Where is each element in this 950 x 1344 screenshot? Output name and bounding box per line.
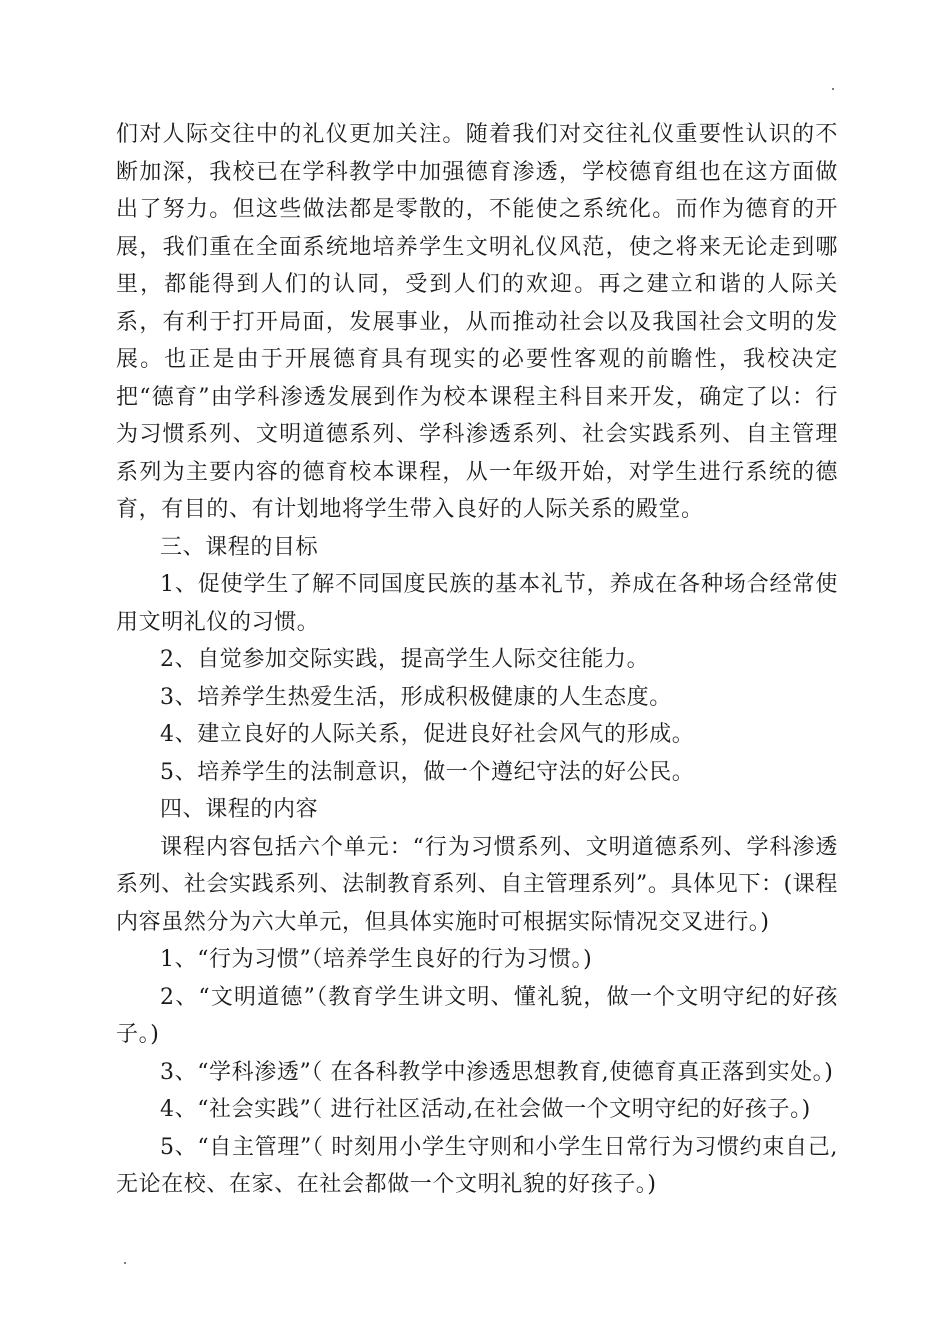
section-heading-goals: 三、课程的目标 — [160, 534, 319, 560]
content-item-4: 4、“社会实践”（ 进行社区活动,在社会做一个文明守纪的好孩子。) — [160, 1097, 811, 1122]
content-item-5: 5、“自主管理”（ 时刻用小学生守则和小学生日常行为习惯约束自己,无论在校、在家、在社会都做一个文明礼貌的好孩子。) — [116, 1134, 838, 1197]
document-body — [116, 116, 838, 1204]
goal-item-3: 3、培养学生热爱生活，形成积极健康的人生态度。 — [160, 684, 672, 710]
goal-item-2: 2、自觉参加交际实践，提高学生人际交往能力。 — [160, 647, 650, 672]
goal-item-1: 1、促使学生了解不同国度民族的基本礼节，养成在各种场合经常使用文明礼仪的习惯。 — [116, 572, 838, 635]
page-mark-dot — [124, 1262, 126, 1264]
content-intro-paragraph: 课程内容包括六个单元：“行为习惯系列、文明道德系列、学科渗透系列、社会实践系列、法制教育系列、自主管理系列”。具体见下：(课程内容虽然分为六大单元，但具体实施时可根据实际情况交叉进行。) — [116, 834, 838, 935]
goal-item-4: 4、建立良好的人际关系，促进良好社会风气的形成。 — [160, 722, 695, 747]
goal-item-5: 5、培养学生的法制意识，做一个遵纪守法的好公民。 — [160, 759, 695, 785]
body-paragraph: 们对人际交往中的礼仪更加关注。随着我们对交往礼仪重要性认识的不断加深，我校已在学科教学中加强德育渗透，学校德育组也在这方面做出了努力。但这些做法都是零散的，不能使之系统化。而作为德育的开展，我们重在全面系统地培养学生文明礼仪风范，使之将来无论走到哪里，都能得到人们的认同，受到人们的欢迎。再之建立和谐的人际关系，有利于打开局面，发展事业，从而推动社会以及我国社会文明的发展。也正是由于开展德育具有现实的必要性客观的前瞻性，我校决定把“德育”由学科渗透发展到作为校本课程主科目来开发，确定了以：行为习惯系列、文明道德系列、学科渗透系列、社会实践系列、自主管理系列为主要内容的德育校本课程，从一年级开始，对学生进行系统的德育，有目的、有计划地将学生带入良好的人际关系的殿堂。 — [116, 122, 838, 522]
content-item-2: 2、“文明道德”（教育学生讲文明、懂礼貌，做一个文明守纪的好孩子。) — [116, 984, 838, 1047]
content-item-1: 1、“行为习惯”（培养学生良好的行为习惯。) — [160, 947, 593, 972]
content-item-3: 3、“学科渗透”（ 在各科教学中渗透思想教育,使德育真正落到实处。) — [160, 1059, 834, 1085]
page-mark-dot — [832, 88, 834, 90]
section-heading-content: 四、课程的内容 — [160, 797, 319, 822]
